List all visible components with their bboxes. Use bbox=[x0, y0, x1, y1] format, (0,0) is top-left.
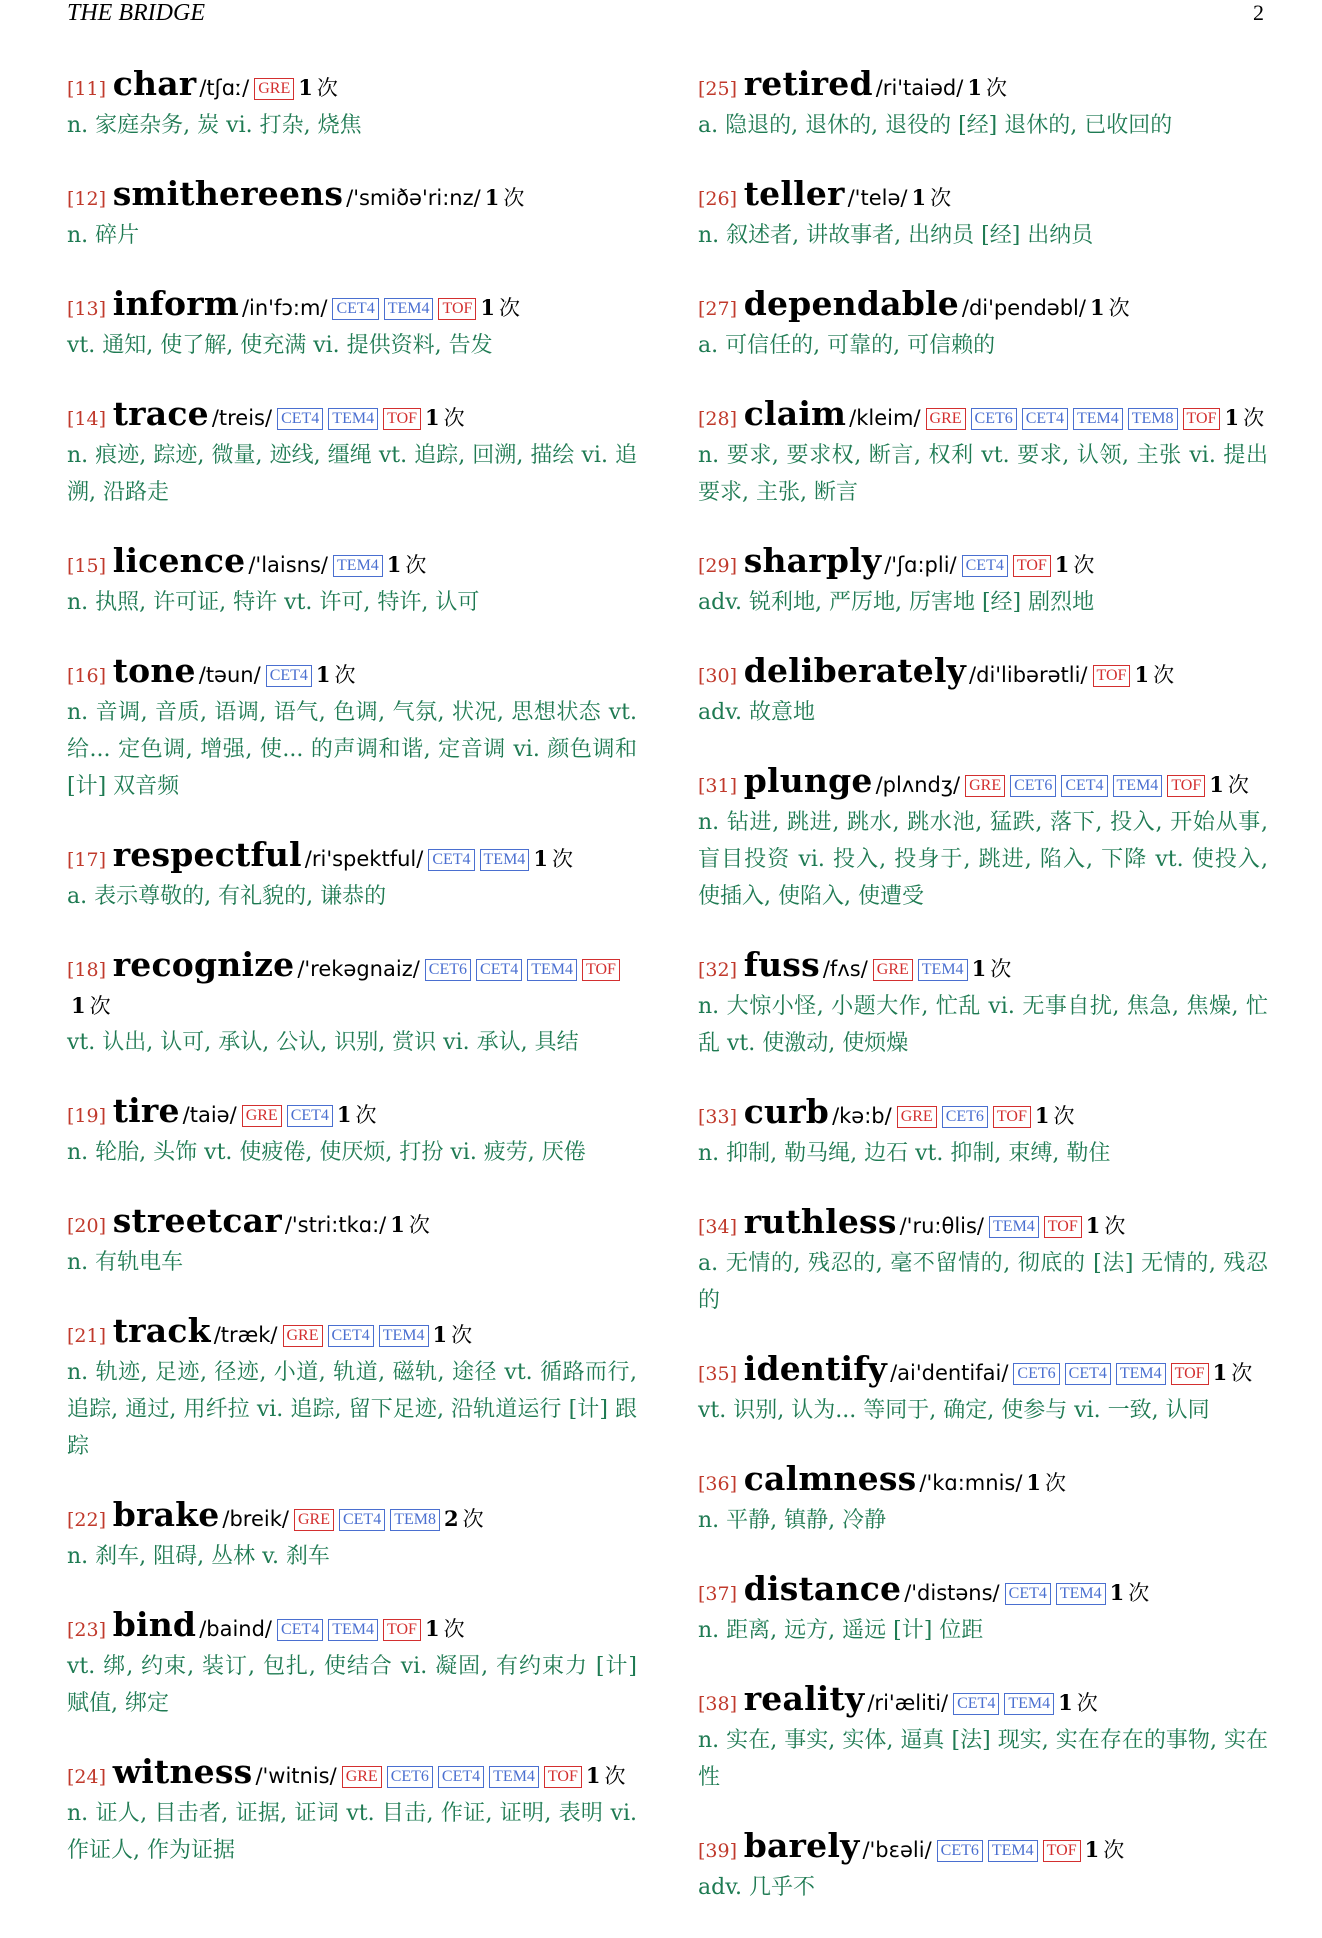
occurrence-count: 1 bbox=[967, 75, 982, 100]
occurrence-unit: 次 bbox=[1153, 663, 1175, 687]
entry-pronunciation: /'bɛəli/ bbox=[862, 1838, 932, 1862]
entry-definition: n. 证人, 目击者, 证据, 证词 vt. 目击, 作证, 证明, 表明 vi. 作证人, 作为证据 bbox=[67, 1801, 637, 1863]
occurrence-unit: 次 bbox=[990, 957, 1012, 981]
entry-headline bbox=[698, 543, 1268, 584]
entry-pronunciation: /di'pendəbl/ bbox=[961, 296, 1086, 320]
entry-pronunciation: /ri'æliti/ bbox=[867, 1691, 949, 1715]
left-column bbox=[67, 66, 637, 1901]
exam-tag-badge: CET6 bbox=[387, 1766, 433, 1788]
occurrence-count: 1 bbox=[1084, 1837, 1100, 1862]
exam-tag-badge: TEM4 bbox=[328, 408, 378, 430]
occurrence-count: 1 bbox=[1026, 1470, 1042, 1495]
entry-headline bbox=[698, 176, 1268, 217]
exam-tag-badge: CET4 bbox=[339, 1509, 385, 1531]
entry-pronunciation: /ri'spektful/ bbox=[304, 847, 424, 871]
occurrence-unit: 次 bbox=[1045, 1471, 1067, 1495]
entry-word: track bbox=[112, 1311, 211, 1350]
entry-headline bbox=[698, 947, 1268, 988]
entry-pronunciation: /tʃɑː/ bbox=[199, 76, 250, 100]
dictionary-entry bbox=[698, 1828, 1268, 1906]
entry-pronunciation: /'kɑ:mnis/ bbox=[919, 1471, 1023, 1495]
exam-tag-badge: CET4 bbox=[953, 1693, 999, 1715]
dictionary-entry bbox=[698, 1094, 1268, 1172]
entry-definition: n. 家庭杂务, 炭 vi. 打杂, 烧焦 bbox=[67, 113, 362, 138]
entry-number: [23] bbox=[67, 1619, 107, 1641]
entry-pronunciation: /fʌs/ bbox=[822, 957, 868, 981]
occurrence-count: 1 bbox=[911, 185, 927, 210]
entry-definition: n. 距离, 远方, 遥远 [计] 位距 bbox=[698, 1618, 984, 1643]
entry-number: [29] bbox=[698, 555, 738, 577]
entry-word: curb bbox=[743, 1092, 830, 1131]
exam-tag-badge: CET4 bbox=[1061, 775, 1107, 797]
entry-headline bbox=[698, 653, 1268, 694]
exam-tag-badge: CET4 bbox=[1022, 408, 1068, 430]
dictionary-entry bbox=[698, 543, 1268, 621]
occurrence-unit: 次 bbox=[408, 1213, 430, 1237]
entry-headline bbox=[698, 396, 1268, 437]
entry-pronunciation: /kleim/ bbox=[849, 406, 921, 430]
exam-tag-badge: CET4 bbox=[277, 1619, 323, 1641]
exam-tag-badge: CET6 bbox=[1010, 775, 1056, 797]
exam-tag-badge: TOF bbox=[1183, 408, 1221, 430]
occurrence-count: 1 bbox=[1109, 1580, 1125, 1605]
entry-headline bbox=[67, 1754, 637, 1795]
exam-tag-badge: TEM4 bbox=[918, 959, 968, 981]
exam-tag-badge: GRE bbox=[926, 408, 966, 430]
entry-pronunciation: /plʌndʒ/ bbox=[875, 773, 961, 797]
occurrence-unit: 次 bbox=[462, 1507, 484, 1531]
entry-pronunciation: /di'libərətli/ bbox=[969, 663, 1088, 687]
entry-headline bbox=[698, 1094, 1268, 1135]
dictionary-entry bbox=[698, 1571, 1268, 1649]
entry-word: fuss bbox=[743, 945, 820, 984]
entry-number: [24] bbox=[67, 1766, 107, 1788]
entry-pronunciation: /baind/ bbox=[199, 1617, 273, 1641]
entry-pronunciation: /ri'taiəd/ bbox=[875, 76, 964, 100]
entry-word: bind bbox=[112, 1605, 197, 1644]
entry-headline bbox=[698, 286, 1268, 327]
entry-definition: adv. 故意地 bbox=[698, 700, 816, 725]
occurrence-count: 1 bbox=[336, 1102, 352, 1127]
occurrence-unit: 次 bbox=[451, 1323, 473, 1347]
occurrence-unit: 次 bbox=[316, 76, 338, 100]
entry-definition: n. 音调, 音质, 语调, 语气, 色调, 气氛, 状况, 思想状态 vt. 给... 定色调, 增强, 使... 的声调和谐, 定音调 vi. 颜色调和 [计] 双音频 bbox=[67, 700, 637, 799]
entry-pronunciation: /taiə/ bbox=[182, 1103, 237, 1127]
entry-headline bbox=[698, 1204, 1268, 1245]
occurrence-count: 1 bbox=[386, 552, 402, 577]
entry-number: [37] bbox=[698, 1583, 738, 1605]
exam-tag-badge: CET4 bbox=[1005, 1583, 1051, 1605]
entry-definition: n. 抑制, 勒马绳, 边石 vt. 抑制, 束缚, 勒住 bbox=[698, 1141, 1111, 1166]
entry-pronunciation: /'smiðə'ri:nz/ bbox=[346, 186, 481, 210]
entry-definition: vt. 绑, 约束, 装订, 包扎, 使结合 vi. 凝固, 有约束力 [计] 赋值, 绑定 bbox=[67, 1654, 637, 1716]
occurrence-count: 1 bbox=[390, 1212, 405, 1237]
dictionary-entry bbox=[67, 1607, 637, 1722]
dictionary-entry bbox=[698, 396, 1268, 511]
entry-word: sharply bbox=[743, 541, 882, 580]
entry-word: dependable bbox=[743, 284, 959, 323]
dictionary-entry bbox=[67, 837, 637, 915]
occurrence-count: 1 bbox=[480, 295, 496, 320]
entry-definition: a. 可信任的, 可靠的, 可信赖的 bbox=[698, 333, 996, 358]
exam-tag-badge: TOF bbox=[544, 1766, 582, 1788]
entry-word: tone bbox=[112, 651, 196, 690]
dictionary-entry bbox=[67, 1203, 637, 1281]
dictionary-entry bbox=[67, 1754, 637, 1869]
exam-tag-badge: TEM4 bbox=[989, 1216, 1039, 1238]
exam-tag-badge: GRE bbox=[342, 1766, 382, 1788]
occurrence-unit: 次 bbox=[443, 406, 465, 430]
entry-headline bbox=[67, 1093, 637, 1134]
exam-tag-badge: CET4 bbox=[266, 665, 312, 687]
dictionary-entry bbox=[67, 1313, 637, 1465]
exam-tag-badge: GRE bbox=[897, 1106, 937, 1128]
entry-headline bbox=[67, 286, 637, 327]
occurrence-count: 1 bbox=[1224, 405, 1240, 430]
exam-tag-badge: GRE bbox=[242, 1105, 282, 1127]
entry-word: deliberately bbox=[743, 651, 967, 690]
exam-tag-badge: TOF bbox=[383, 408, 421, 430]
dictionary-entry bbox=[67, 1093, 637, 1171]
entry-word: retired bbox=[743, 64, 873, 103]
entry-headline bbox=[698, 763, 1268, 804]
entry-word: brake bbox=[112, 1495, 220, 1534]
dictionary-entry bbox=[698, 176, 1268, 254]
occurrence-unit: 次 bbox=[499, 296, 521, 320]
exam-tag-badge: TOF bbox=[1167, 775, 1205, 797]
entry-headline bbox=[67, 947, 637, 1024]
entry-definition: a. 表示尊敬的, 有礼貌的, 谦恭的 bbox=[67, 884, 387, 909]
entry-headline bbox=[698, 66, 1268, 107]
occurrence-unit: 次 bbox=[985, 76, 1007, 100]
entry-number: [12] bbox=[67, 188, 107, 210]
occurrence-unit: 次 bbox=[1108, 296, 1130, 320]
entry-number: [19] bbox=[67, 1105, 107, 1127]
occurrence-unit: 次 bbox=[1128, 1581, 1150, 1605]
dictionary-entry bbox=[698, 1681, 1268, 1796]
exam-tag-badge: CET4 bbox=[428, 849, 474, 871]
exam-tag-badge: TEM4 bbox=[489, 1766, 539, 1788]
exam-tag-badge: TEM8 bbox=[390, 1509, 440, 1531]
exam-tag-badge: GRE bbox=[294, 1509, 334, 1531]
exam-tag-badge: TEM8 bbox=[1128, 408, 1178, 430]
exam-tag-badge: CET6 bbox=[971, 408, 1017, 430]
occurrence-unit: 次 bbox=[89, 994, 111, 1018]
dictionary-entry bbox=[698, 947, 1268, 1062]
entry-pronunciation: /'stri:tkɑ:/ bbox=[284, 1213, 387, 1237]
occurrence-count: 1 bbox=[424, 1616, 440, 1641]
exam-tag-badge: TEM4 bbox=[384, 298, 434, 320]
entry-number: [35] bbox=[698, 1363, 738, 1385]
entry-headline bbox=[698, 1351, 1268, 1392]
occurrence-count: 1 bbox=[1085, 1213, 1101, 1238]
occurrence-unit: 次 bbox=[334, 663, 356, 687]
dictionary-entry bbox=[698, 653, 1268, 731]
exam-tag-badge: GRE bbox=[254, 78, 294, 100]
entry-word: char bbox=[112, 64, 197, 103]
exam-tag-badge: TEM4 bbox=[1056, 1583, 1106, 1605]
entry-number: [26] bbox=[698, 188, 738, 210]
entry-definition: vt. 通知, 使了解, 使充满 vi. 提供资料, 告发 bbox=[67, 333, 493, 358]
entry-word: streetcar bbox=[112, 1201, 282, 1240]
entry-pronunciation: /in'fɔ:m/ bbox=[241, 296, 328, 320]
exam-tag-badge: TEM4 bbox=[1004, 1693, 1054, 1715]
entry-number: [32] bbox=[698, 959, 738, 981]
entry-number: [14] bbox=[67, 408, 107, 430]
dictionary-entry bbox=[67, 543, 637, 621]
entry-pronunciation: /'ʃɑ:pli/ bbox=[884, 553, 957, 577]
entry-definition: a. 隐退的, 退休的, 退役的 [经] 退休的, 已收回的 bbox=[698, 113, 1173, 138]
entry-word: tire bbox=[112, 1091, 180, 1130]
occurrence-count: 1 bbox=[298, 75, 313, 100]
occurrence-unit: 次 bbox=[1243, 406, 1265, 430]
entry-definition: vt. 识别, 认为... 等同于, 确定, 使参与 vi. 一致, 认同 bbox=[698, 1398, 1210, 1423]
entry-headline bbox=[698, 1461, 1268, 1502]
occurrence-unit: 次 bbox=[1227, 773, 1249, 797]
entry-number: [30] bbox=[698, 665, 738, 687]
entry-word: trace bbox=[112, 394, 209, 433]
exam-tag-badge: CET4 bbox=[328, 1325, 374, 1347]
entry-number: [31] bbox=[698, 775, 738, 797]
entry-word: barely bbox=[743, 1826, 860, 1865]
occurrence-count: 1 bbox=[1054, 552, 1070, 577]
occurrence-unit: 次 bbox=[503, 186, 525, 210]
exam-tag-badge: CET6 bbox=[942, 1106, 988, 1128]
entry-word: recognize bbox=[112, 945, 295, 984]
entry-definition: n. 钻进, 跳进, 跳水, 跳水池, 猛跌, 落下, 投入, 开始从事, 盲目投资 vi. 投入, 投身于, 跳进, 陷入, 下降 vt. 使投入, 使插入, 使陷入, 使遭受 bbox=[698, 810, 1268, 909]
exam-tag-badge: CET4 bbox=[277, 408, 323, 430]
entry-word: calmness bbox=[743, 1459, 917, 1498]
entry-number: [21] bbox=[67, 1325, 107, 1347]
entry-word: plunge bbox=[743, 761, 873, 800]
exam-tag-badge: CET4 bbox=[476, 959, 522, 981]
entry-definition: n. 有轨电车 bbox=[67, 1250, 184, 1275]
entry-word: claim bbox=[743, 394, 847, 433]
entry-definition: n. 大惊小怪, 小题大作, 忙乱 vi. 无事自扰, 焦急, 焦燥, 忙乱 vt. 使激动, 使烦燥 bbox=[698, 994, 1268, 1056]
entry-definition: n. 轮胎, 头饰 vt. 使疲倦, 使厌烦, 打扮 vi. 疲劳, 厌倦 bbox=[67, 1140, 586, 1165]
dictionary-entry bbox=[698, 1351, 1268, 1429]
entry-pronunciation: /'distəns/ bbox=[904, 1581, 1000, 1605]
exam-tag-badge: TEM4 bbox=[333, 555, 383, 577]
dictionary-entry bbox=[67, 176, 637, 254]
exam-tag-badge: CET4 bbox=[332, 298, 378, 320]
entry-pronunciation: /'ru:θlis/ bbox=[899, 1214, 985, 1238]
exam-tag-badge: TEM4 bbox=[527, 959, 577, 981]
dictionary-entry bbox=[698, 66, 1268, 144]
occurrence-unit: 次 bbox=[1103, 1838, 1125, 1862]
dictionary-entry bbox=[67, 396, 637, 511]
running-header-title: THE BRIDGE bbox=[67, 0, 205, 26]
entry-pronunciation: /breik/ bbox=[222, 1507, 289, 1531]
occurrence-count: 1 bbox=[533, 846, 548, 871]
exam-tag-badge: CET4 bbox=[438, 1766, 484, 1788]
occurrence-count: 1 bbox=[585, 1763, 601, 1788]
entry-number: [17] bbox=[67, 849, 107, 871]
entry-pronunciation: /treis/ bbox=[211, 406, 273, 430]
dictionary-entry bbox=[698, 286, 1268, 364]
exam-tag-badge: TOF bbox=[438, 298, 476, 320]
occurrence-count: 1 bbox=[971, 956, 987, 981]
entry-number: [25] bbox=[698, 78, 738, 100]
dictionary-entry bbox=[67, 1497, 637, 1575]
entry-number: [16] bbox=[67, 665, 107, 687]
dictionary-entry bbox=[698, 763, 1268, 915]
entry-headline bbox=[67, 1313, 637, 1354]
entry-definition: n. 碎片 bbox=[67, 223, 140, 248]
entry-word: distance bbox=[743, 1569, 902, 1608]
entry-number: [18] bbox=[67, 959, 107, 981]
exam-tag-badge: TOF bbox=[1013, 555, 1051, 577]
entry-number: [34] bbox=[698, 1216, 738, 1238]
dictionary-entry bbox=[67, 286, 637, 364]
entry-word: respectful bbox=[112, 835, 302, 874]
entry-headline bbox=[67, 176, 637, 217]
entry-definition: adv. 几乎不 bbox=[698, 1875, 816, 1900]
entry-number: [28] bbox=[698, 408, 738, 430]
exam-tag-badge: TOF bbox=[1093, 665, 1131, 687]
exam-tag-badge: TOF bbox=[1044, 1216, 1082, 1238]
entry-number: [20] bbox=[67, 1215, 107, 1237]
exam-tag-badge: GRE bbox=[965, 775, 1005, 797]
entry-definition: n. 实在, 事实, 实体, 逼真 [法] 现实, 实在存在的事物, 实在性 bbox=[698, 1728, 1268, 1790]
occurrence-count: 2 bbox=[443, 1506, 459, 1531]
entry-pronunciation: /'telə/ bbox=[847, 186, 908, 210]
exam-tag-badge: TOF bbox=[582, 959, 620, 981]
exam-tag-badge: CET4 bbox=[287, 1105, 333, 1127]
entry-headline bbox=[698, 1828, 1268, 1869]
dictionary-entry bbox=[67, 653, 637, 805]
exam-tag-badge: TEM4 bbox=[480, 849, 530, 871]
entry-definition: n. 轨迹, 足迹, 径迹, 小道, 轨道, 磁轨, 途径 vt. 循路而行, 追踪, 通过, 用纤拉 vi. 追踪, 留下足迹, 沿轨道运行 [计] 跟踪 bbox=[67, 1360, 637, 1459]
exam-tag-badge: TEM4 bbox=[988, 1840, 1038, 1862]
entry-word: identify bbox=[743, 1349, 888, 1388]
entry-pronunciation: /kə:b/ bbox=[832, 1104, 892, 1128]
occurrence-count: 1 bbox=[315, 662, 331, 687]
occurrence-unit: 次 bbox=[355, 1103, 377, 1127]
entry-word: inform bbox=[112, 284, 239, 323]
entry-headline bbox=[698, 1681, 1268, 1722]
entry-headline bbox=[67, 543, 637, 584]
entry-number: [15] bbox=[67, 555, 107, 577]
occurrence-count: 1 bbox=[1058, 1690, 1073, 1715]
occurrence-count: 1 bbox=[1034, 1103, 1050, 1128]
occurrence-unit: 次 bbox=[1231, 1361, 1253, 1385]
occurrence-unit: 次 bbox=[405, 553, 427, 577]
entry-word: reality bbox=[743, 1679, 865, 1718]
occurrence-count: 1 bbox=[1212, 1360, 1228, 1385]
entry-number: [39] bbox=[698, 1840, 738, 1862]
occurrence-unit: 次 bbox=[1104, 1214, 1126, 1238]
entry-word: teller bbox=[743, 174, 845, 213]
entry-pronunciation: /'witnis/ bbox=[255, 1764, 337, 1788]
occurrence-count: 1 bbox=[1134, 662, 1150, 687]
exam-tag-badge: TEM4 bbox=[1073, 408, 1123, 430]
exam-tag-badge: CET6 bbox=[937, 1840, 983, 1862]
entry-definition: n. 痕迹, 踪迹, 微量, 迹线, 缰绳 vt. 追踪, 回溯, 描绘 vi. 追溯, 沿路走 bbox=[67, 443, 637, 505]
dictionary-entry bbox=[67, 947, 637, 1061]
entry-pronunciation: /'rekəgnaiz/ bbox=[297, 957, 420, 981]
occurrence-unit: 次 bbox=[930, 186, 952, 210]
entry-word: witness bbox=[112, 1752, 253, 1791]
exam-tag-badge: TEM4 bbox=[1116, 1363, 1166, 1385]
occurrence-count: 1 bbox=[432, 1322, 448, 1347]
entry-number: [22] bbox=[67, 1509, 107, 1531]
occurrence-count: 1 bbox=[71, 993, 86, 1018]
exam-tag-badge: TEM4 bbox=[1113, 775, 1163, 797]
dictionary-entry bbox=[698, 1204, 1268, 1319]
right-column bbox=[698, 66, 1268, 1938]
entry-word: licence bbox=[112, 541, 246, 580]
page-number: 2 bbox=[1253, 0, 1264, 25]
entry-headline bbox=[67, 396, 637, 437]
entry-headline bbox=[67, 837, 637, 878]
exam-tag-badge: TOF bbox=[993, 1106, 1031, 1128]
occurrence-unit: 次 bbox=[443, 1617, 465, 1641]
occurrence-count: 1 bbox=[484, 185, 500, 210]
occurrence-unit: 次 bbox=[1053, 1104, 1075, 1128]
entry-pronunciation: /træk/ bbox=[213, 1323, 278, 1347]
exam-tag-badge: CET4 bbox=[962, 555, 1008, 577]
occurrence-count: 1 bbox=[1209, 772, 1224, 797]
entry-definition: n. 叙述者, 讲故事者, 出纳员 [经] 出纳员 bbox=[698, 223, 1094, 248]
entry-pronunciation: /'laisns/ bbox=[248, 553, 329, 577]
exam-tag-badge: CET6 bbox=[1013, 1363, 1059, 1385]
exam-tag-badge: GRE bbox=[283, 1325, 323, 1347]
exam-tag-badge: GRE bbox=[873, 959, 913, 981]
entry-headline bbox=[67, 66, 637, 107]
entry-headline bbox=[67, 1203, 637, 1244]
exam-tag-badge: CET4 bbox=[1065, 1363, 1111, 1385]
occurrence-unit: 次 bbox=[1076, 1691, 1098, 1715]
entry-definition: n. 刹车, 阻碍, 丛林 v. 刹车 bbox=[67, 1544, 330, 1569]
entry-pronunciation: /təun/ bbox=[198, 663, 261, 687]
entry-definition: a. 无情的, 残忍的, 毫不留情的, 彻底的 [法] 无情的, 残忍的 bbox=[698, 1251, 1268, 1313]
entry-number: [33] bbox=[698, 1106, 738, 1128]
entry-definition: n. 平静, 镇静, 冷静 bbox=[698, 1508, 887, 1533]
entry-definition: n. 执照, 许可证, 特许 vt. 许可, 特许, 认可 bbox=[67, 590, 480, 615]
entry-headline bbox=[67, 1607, 637, 1648]
occurrence-count: 1 bbox=[1089, 295, 1105, 320]
entry-pronunciation: /ai'dentifai/ bbox=[890, 1361, 1009, 1385]
occurrence-unit: 次 bbox=[604, 1764, 626, 1788]
entry-word: ruthless bbox=[743, 1202, 897, 1241]
entry-definition: n. 要求, 要求权, 断言, 权利 vt. 要求, 认领, 主张 vi. 提出要求, 主张, 断言 bbox=[698, 443, 1268, 505]
dictionary-entry bbox=[698, 1461, 1268, 1539]
entry-word: smithereens bbox=[112, 174, 344, 213]
entry-definition: adv. 锐利地, 严厉地, 厉害地 [经] 剧烈地 bbox=[698, 590, 1095, 615]
entry-definition: vt. 认出, 认可, 承认, 公认, 识别, 赏识 vi. 承认, 具结 bbox=[67, 1030, 579, 1055]
dictionary-entry bbox=[67, 66, 637, 144]
entry-headline bbox=[67, 653, 637, 694]
entry-number: [13] bbox=[67, 298, 107, 320]
entry-number: [27] bbox=[698, 298, 738, 320]
entry-number: [38] bbox=[698, 1693, 738, 1715]
entry-headline bbox=[67, 1497, 637, 1538]
exam-tag-badge: TEM4 bbox=[328, 1619, 378, 1641]
occurrence-unit: 次 bbox=[1073, 553, 1095, 577]
exam-tag-badge: TOF bbox=[383, 1619, 421, 1641]
exam-tag-badge: CET6 bbox=[425, 959, 471, 981]
occurrence-count: 1 bbox=[425, 405, 440, 430]
occurrence-unit: 次 bbox=[551, 847, 573, 871]
exam-tag-badge: TOF bbox=[1171, 1363, 1209, 1385]
exam-tag-badge: TOF bbox=[1043, 1840, 1081, 1862]
entry-headline bbox=[698, 1571, 1268, 1612]
exam-tag-badge: TEM4 bbox=[379, 1325, 429, 1347]
entry-number: [11] bbox=[67, 78, 107, 100]
entry-number: [36] bbox=[698, 1473, 738, 1495]
